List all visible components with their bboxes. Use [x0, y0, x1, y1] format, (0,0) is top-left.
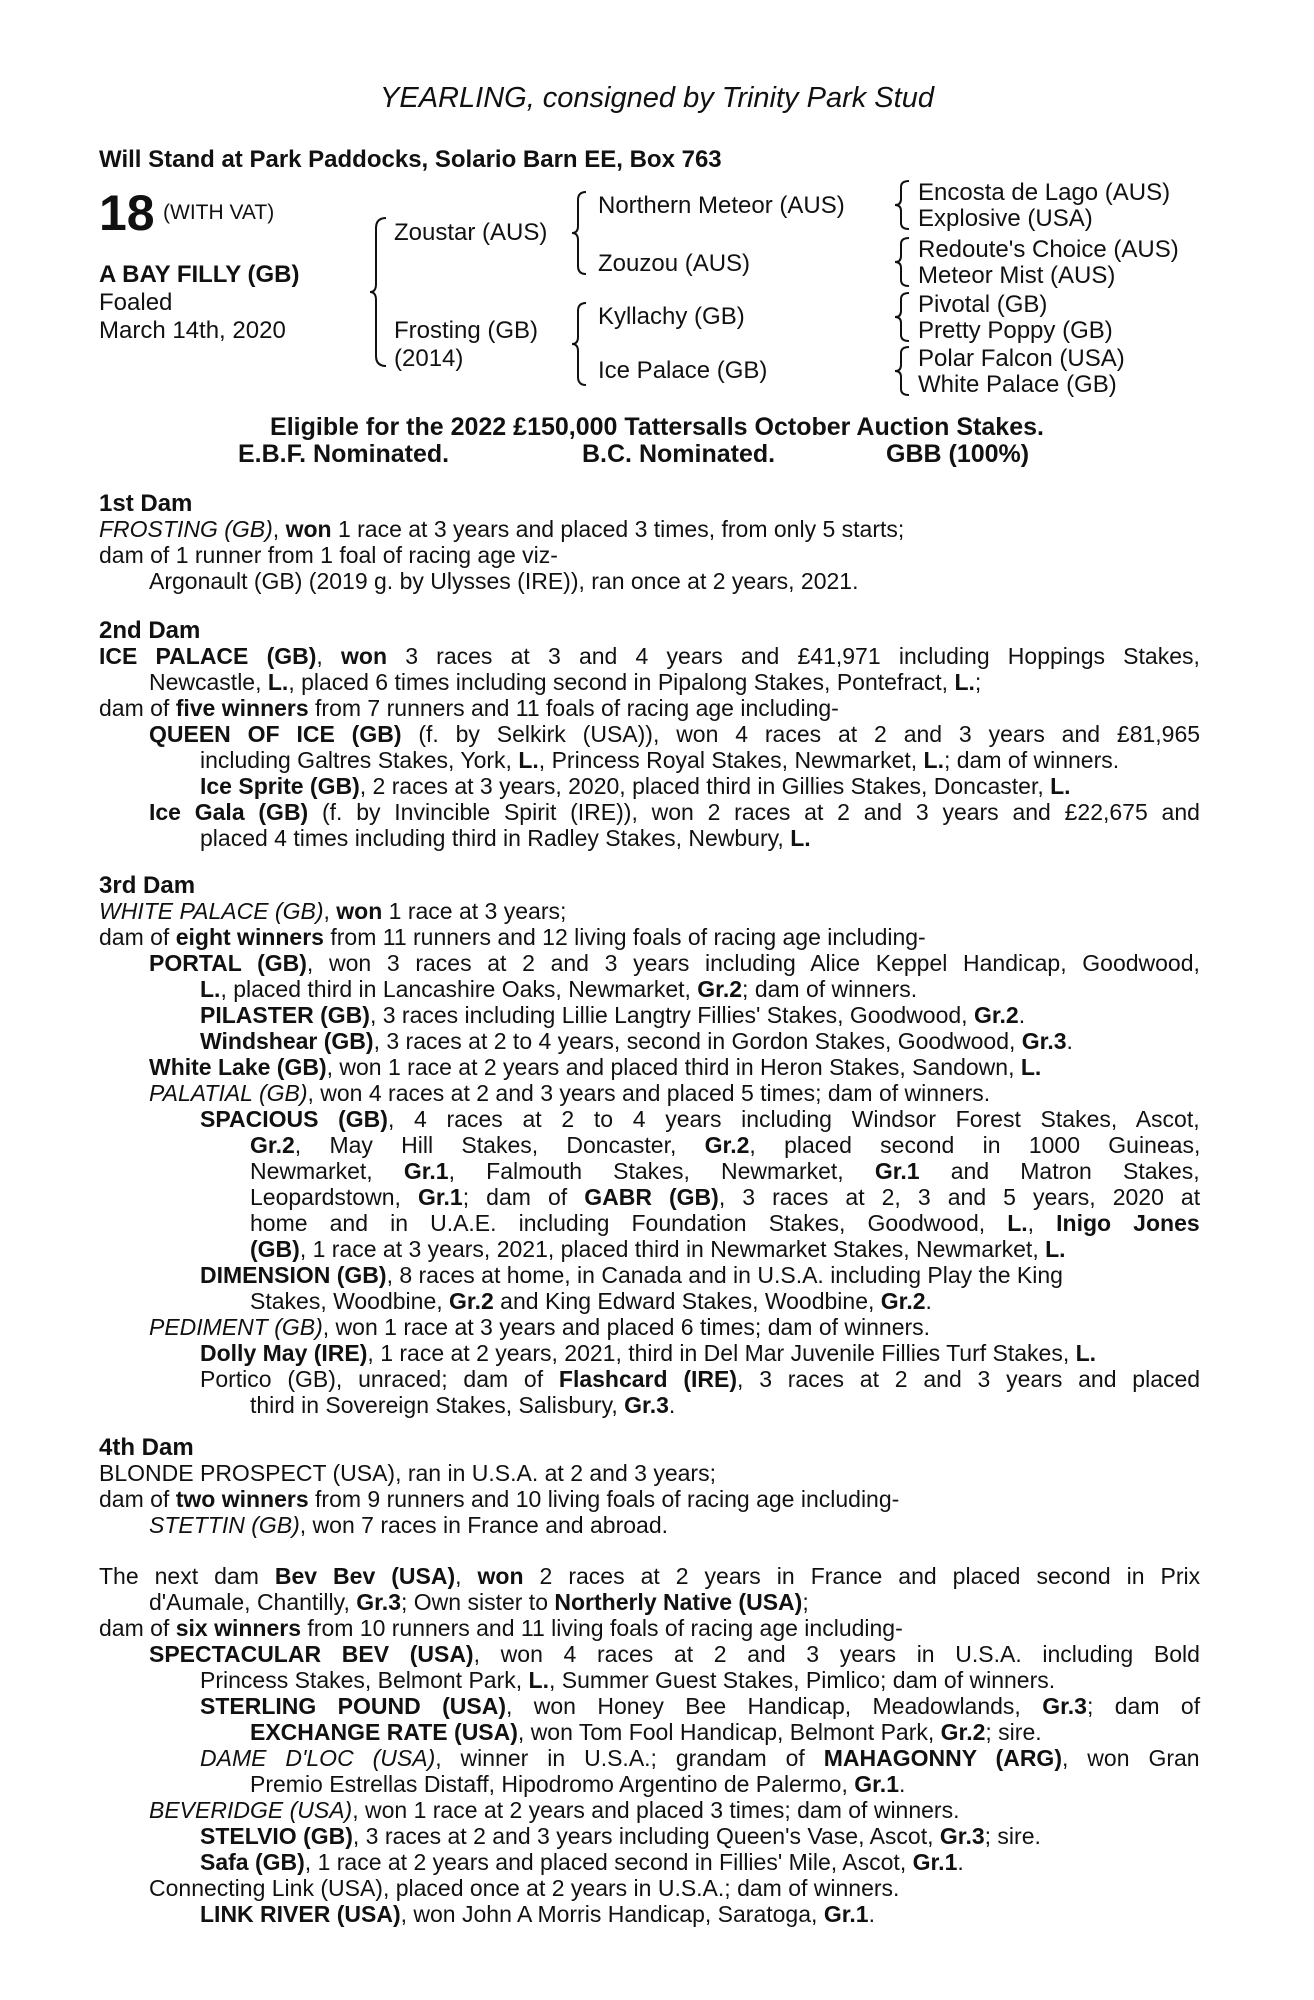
section-heading-2nd-dam: 2nd Dam: [99, 617, 201, 644]
bold-text: Gr.1: [823, 1901, 869, 1927]
text-segment: , May Hill Stakes, Doncaster,: [294, 1132, 705, 1158]
text-segment: 2 races at 2 years in France and placed second in Prix: [523, 1563, 1201, 1589]
text-segment: Portico (GB), unraced; dam of: [200, 1366, 559, 1392]
italic-text: PEDIMENT (GB): [149, 1314, 323, 1340]
pedigree-ddd: White Palace (GB): [918, 371, 1117, 398]
bold-text: Ice Sprite (GB): [200, 773, 360, 799]
record-line: [250, 1288, 932, 1314]
stand-location: Will Stand at Park Paddocks, Solario Barn EE, Box 763: [99, 146, 722, 173]
bold-text: Gr.3: [624, 1392, 669, 1418]
record-line: [149, 950, 1200, 976]
text-segment: from 7 runners and 11 foals of racing age including-: [308, 695, 839, 721]
text-segment: dam of: [99, 924, 176, 950]
bold-text: Windshear (GB): [200, 1028, 374, 1054]
text-segment: , placed second in 1000 Guineas,: [749, 1132, 1201, 1158]
text-segment: dam of: [99, 1615, 176, 1641]
pedigree-bracket-ds: [893, 291, 913, 343]
bold-text: Gr.2: [250, 1132, 295, 1158]
bold-text: DIMENSION (GB): [200, 1262, 387, 1288]
text-segment: and Matron Stakes,: [919, 1158, 1200, 1184]
pedigree-sire-sire: Northern Meteor (AUS): [598, 192, 845, 219]
record-line: [200, 1366, 1200, 1392]
text-segment: , won John A Morris Handicap, Saratoga,: [400, 1901, 824, 1927]
text-segment: 1 race at 3 years and placed 3 times, from only 5 starts;: [331, 516, 905, 542]
text-segment: , won Honey Bee Handicap, Meadowlands,: [506, 1693, 1043, 1719]
record-line: [200, 1002, 1025, 1028]
pedigree-sire-dam: Zouzou (AUS): [598, 250, 751, 277]
bold-text: Gr.1: [854, 1771, 899, 1797]
bold-text: L.: [1045, 1236, 1066, 1262]
bold-text: LINK RIVER (USA): [200, 1901, 401, 1927]
text-segment: .: [957, 1849, 964, 1875]
record-line: [99, 542, 558, 568]
bold-text: Flashcard (IRE): [558, 1366, 738, 1392]
bold-text: L.: [1075, 1340, 1097, 1366]
pedigree-bracket-ss: [893, 179, 913, 231]
vat-note: (WITH VAT): [163, 201, 275, 224]
text-segment: , 4 races at 2 to 4 years including Windsor Forest Stakes, Ascot,: [387, 1106, 1200, 1132]
record-line: [200, 1693, 1200, 1719]
text-segment: , 1 race at 2 years and placed second in Fillies' Mile, Ascot,: [304, 1849, 913, 1875]
pedigree-bracket-sire: [570, 190, 590, 276]
text-segment: (f. by Invincible Spirit (IRE)), won 2 races at 2 and 3 years and £22,675 and: [308, 799, 1200, 825]
record-line: [250, 1719, 1042, 1745]
text-segment: ; dam of: [462, 1184, 585, 1210]
text-segment: Premio Estrellas Distaff, Hipodromo Argentino de Palermo,: [250, 1771, 855, 1797]
record-line: [99, 1615, 903, 1641]
bold-text: Gr.1: [912, 1849, 958, 1875]
text-segment: from 11 runners and 12 living foals of racing age including-: [323, 924, 926, 950]
record-line: [200, 1849, 964, 1875]
record-line: [149, 1054, 1041, 1080]
record-line: [99, 516, 904, 542]
text-segment: , 1 race at 3 years, 2021, placed third in Newmarket Stakes, Newmarket,: [299, 1236, 1046, 1262]
text-segment: , placed 6 times including second in Pipalong Stakes, Pontefract,: [288, 669, 955, 695]
bold-text: Bev Bev (USA): [274, 1563, 456, 1589]
text-segment: ; Own sister to: [401, 1589, 555, 1615]
pedigree-dam-dam: Ice Palace (GB): [598, 357, 768, 384]
record-line: [149, 669, 981, 695]
text-segment: ;: [802, 1589, 809, 1615]
bold-text: Inigo Jones: [1056, 1210, 1200, 1236]
italic-text: STETTIN (GB): [149, 1512, 300, 1538]
text-segment: dam of 1 runner from 1 foal of racing age viz-: [99, 542, 558, 568]
bold-text: L.: [1020, 1054, 1042, 1080]
record-line: [200, 1823, 1041, 1849]
text-segment: .: [899, 1771, 906, 1797]
bold-text: L.: [790, 825, 811, 851]
italic-text: WHITE PALACE (GB): [99, 898, 324, 924]
record-line: [149, 1641, 1200, 1667]
bold-text: won: [336, 898, 383, 924]
text-segment: , Princess Royal Stakes, Newmarket,: [538, 747, 924, 773]
text-segment: BLONDE PROSPECT (USA), ran in U.S.A. at 2 and 3 years;: [99, 1460, 716, 1486]
record-line: [250, 1771, 905, 1797]
text-segment: , 3 races at 2 and 3 years and placed: [737, 1366, 1201, 1392]
bold-text: ICE PALACE (GB): [99, 643, 317, 669]
lot-number: 18: [99, 185, 155, 241]
section-heading-4th-dam: 4th Dam: [99, 1434, 194, 1461]
italic-text: DAME D'LOC (USA): [200, 1745, 436, 1771]
bold-text: L.: [200, 976, 221, 1002]
pedigree-dam: Frosting (GB): [394, 317, 539, 344]
bold-text: Gr.3: [356, 1589, 401, 1615]
bold-text: eight winners: [175, 924, 324, 950]
record-line: [200, 773, 1071, 799]
eligibility-line: Eligible for the 2022 £150,000 Tattersalls October Auction Stakes.: [270, 413, 1044, 441]
bold-text: GABR (GB): [584, 1184, 719, 1210]
text-segment: , won 4 races at 2 and 3 years and placed 5 times; dam of winners.: [307, 1080, 991, 1106]
bold-text: six winners: [175, 1615, 301, 1641]
text-segment: , Summer Guest Stakes, Pimlico; dam of winners.: [548, 1667, 1056, 1693]
bold-text: EXCHANGE RATE (USA): [250, 1719, 518, 1745]
bold-text: won: [285, 516, 332, 542]
text-segment: , 3 races including Lillie Langtry Fillies' Stakes, Goodwood,: [369, 1002, 974, 1028]
bc-nominated: B.C. Nominated.: [582, 440, 776, 468]
text-segment: (f. by Selkirk (USA)), won 4 races at 2 and 3 years and £81,965: [401, 721, 1201, 747]
text-segment: , placed third in Lancashire Oaks, Newmarket,: [220, 976, 698, 1002]
record-line: [200, 747, 1119, 773]
bold-text: Northerly Native (USA): [554, 1589, 803, 1615]
bold-text: Gr.2: [940, 1719, 986, 1745]
bold-text: L.: [1050, 773, 1071, 799]
text-segment: , 3 races at 2 and 3 years including Queen's Vase, Ascot,: [352, 1823, 940, 1849]
bold-text: L.: [1007, 1210, 1028, 1236]
text-segment: .: [925, 1288, 932, 1314]
bold-text: STERLING POUND (USA): [200, 1693, 506, 1719]
bold-text: five winners: [175, 695, 309, 721]
record-line: [149, 1512, 668, 1538]
text-segment: ;: [974, 669, 982, 695]
record-line: [250, 1392, 675, 1418]
pedigree-sire: Zoustar (AUS): [394, 219, 548, 246]
record-line: [99, 1460, 716, 1486]
record-line: [200, 1901, 875, 1927]
text-segment: dam of: [99, 695, 176, 721]
record-line: [149, 721, 1200, 747]
record-line: [149, 1589, 809, 1615]
text-segment: dam of: [99, 1486, 176, 1512]
text-segment: .: [868, 1901, 875, 1927]
text-segment: ,: [323, 898, 337, 924]
text-segment: Connecting Link (USA), placed once at 2 years in U.S.A.; dam of winners.: [149, 1875, 900, 1901]
text-segment: ; dam of winners.: [943, 747, 1120, 773]
pedigree-dam-sire: Kyllachy (GB): [598, 303, 745, 330]
pedigree-bracket-main: [368, 216, 390, 368]
bold-text: Gr.2: [704, 1132, 750, 1158]
pedigree-bracket-dd: [893, 345, 913, 397]
text-segment: , won 1 race at 2 years and placed third in Heron Stakes, Sandown,: [326, 1054, 1021, 1080]
record-line: [99, 1563, 1200, 1589]
text-segment: Newcastle,: [149, 669, 268, 695]
bold-text: SPECTACULAR BEV (USA): [149, 1641, 474, 1667]
text-segment: , won 1 race at 3 years and placed 6 times; dam of winners.: [322, 1314, 931, 1340]
text-segment: .: [1066, 1028, 1073, 1054]
text-segment: , won 4 races at 2 and 3 years in U.S.A. including Bold: [473, 1641, 1200, 1667]
text-segment: ,: [316, 643, 341, 669]
record-line: [250, 1132, 1200, 1158]
foaled-value: March 14th, 2020: [99, 317, 286, 344]
text-segment: from 9 runners and 10 living foals of racing age including-: [308, 1486, 900, 1512]
record-line: [149, 1080, 990, 1106]
text-segment: The next dam: [99, 1563, 275, 1589]
record-line: [149, 1875, 899, 1901]
text-segment: , Falmouth Stakes, Newmarket,: [448, 1158, 875, 1184]
bold-text: Ice Gala (GB): [149, 799, 309, 825]
bold-text: L.: [923, 747, 944, 773]
record-line: [149, 568, 859, 594]
text-segment: 3 races at 3 and 4 years and £41,971 including Hoppings Stakes,: [387, 643, 1200, 669]
bold-text: L.: [528, 1667, 549, 1693]
page-title: YEARLING, consigned by Trinity Park Stud: [380, 82, 934, 114]
text-segment: .: [1018, 1002, 1026, 1028]
text-segment: , won 3 races at 2 and 3 years including Alice Keppel Handicap, Goodwood,: [306, 950, 1200, 976]
text-segment: , won Gran: [1061, 1745, 1200, 1771]
horse-description: A BAY FILLY (GB): [99, 261, 300, 288]
pedigree-dam-year: (2014): [394, 345, 464, 372]
text-segment: and King Edward Stakes, Woodbine,: [493, 1288, 881, 1314]
bold-text: L.: [267, 669, 289, 695]
text-segment: , 3 races at 2 to 4 years, second in Gordon Stakes, Goodwood,: [373, 1028, 1022, 1054]
bold-text: Gr.2: [973, 1002, 1019, 1028]
bold-text: White Lake (GB): [149, 1054, 327, 1080]
italic-text: BEVERIDGE (USA): [149, 1797, 353, 1823]
record-line: [200, 976, 917, 1002]
text-segment: ; sire.: [984, 1823, 1041, 1849]
record-line: [149, 799, 1200, 825]
text-segment: placed 4 times including third in Radley Stakes, Newbury,: [200, 825, 791, 851]
text-segment: including Galtres Stakes, York,: [200, 747, 519, 773]
bold-text: Gr.1: [403, 1158, 449, 1184]
pedigree-dds: Polar Falcon (USA): [918, 345, 1125, 372]
bold-text: Gr.2: [449, 1288, 494, 1314]
bold-text: (GB): [250, 1236, 300, 1262]
text-segment: , 1 race at 2 years, 2021, third in Del Mar Juvenile Fillies Turf Stakes,: [367, 1340, 1076, 1366]
bold-text: STELVIO (GB): [200, 1823, 353, 1849]
bold-text: MAHAGONNY (ARG): [823, 1745, 1062, 1771]
record-line: [99, 924, 926, 950]
text-segment: Argonault (GB) (2019 g. by Ulysses (IRE)), ran once at 2 years, 2021.: [149, 568, 859, 594]
record-line: [250, 1158, 1200, 1184]
bold-text: Gr.3: [1021, 1028, 1067, 1054]
record-line: [149, 1314, 930, 1340]
pedigree-bracket-sd: [893, 236, 913, 288]
italic-text: PALATIAL (GB): [149, 1080, 308, 1106]
record-line: [250, 1184, 1200, 1210]
record-line: [250, 1236, 1066, 1262]
record-line: [99, 1486, 899, 1512]
text-segment: ,: [1027, 1210, 1057, 1236]
record-line: [250, 1210, 1200, 1236]
ebf-nominated: E.B.F. Nominated.: [238, 440, 450, 468]
text-segment: from 10 runners and 11 living foals of racing age including-: [301, 1615, 903, 1641]
record-line: [200, 1028, 1073, 1054]
pedigree-bracket-dam: [570, 301, 590, 387]
bold-text: won: [477, 1563, 524, 1589]
text-segment: , 2 races at 3 years, 2020, placed third in Gillies Stakes, Doncaster,: [359, 773, 1051, 799]
pedigree-ssd: Explosive (USA): [918, 205, 1093, 232]
foaled-label: Foaled: [99, 289, 173, 316]
bold-text: Safa (GB): [200, 1849, 305, 1875]
bold-text: L.: [954, 669, 975, 695]
bold-text: QUEEN OF ICE (GB): [149, 721, 402, 747]
gbb-percentage: GBB (100%): [886, 440, 1030, 468]
pedigree-dsd: Pretty Poppy (GB): [918, 317, 1113, 344]
text-segment: 1 race at 3 years;: [382, 898, 567, 924]
record-line: [200, 1340, 1096, 1366]
bold-text: Dolly May (IRE): [200, 1340, 368, 1366]
text-segment: , won 1 race at 2 years and placed 3 times; dam of winners.: [352, 1797, 960, 1823]
record-line: [200, 1667, 1055, 1693]
bold-text: Gr.2: [880, 1288, 926, 1314]
text-segment: Leopardstown,: [250, 1184, 418, 1210]
bold-text: Gr.3: [1042, 1693, 1087, 1719]
foaled-date: [99, 289, 286, 345]
bold-text: Gr.1: [874, 1158, 920, 1184]
bold-text: Gr.2: [697, 976, 743, 1002]
text-segment: ; dam of winners.: [742, 976, 918, 1002]
record-line: [200, 825, 811, 851]
record-line: [99, 695, 839, 721]
bold-text: Gr.3: [939, 1823, 985, 1849]
pedigree-sdd: Meteor Mist (AUS): [918, 262, 1116, 289]
bold-text: two winners: [175, 1486, 309, 1512]
text-segment: .: [668, 1392, 676, 1418]
pedigree-dss: Pivotal (GB): [918, 291, 1048, 318]
text-segment: Stakes, Woodbine,: [250, 1288, 450, 1314]
bold-text: PORTAL (GB): [149, 950, 307, 976]
bold-text: won: [341, 643, 387, 669]
text-segment: , 8 races at home, in Canada and in U.S.A. including Play the King: [386, 1262, 1063, 1288]
italic-text: FROSTING (GB): [99, 516, 273, 542]
pedigree-sds: Redoute's Choice (AUS): [918, 236, 1179, 263]
text-segment: third in Sovereign Stakes, Salisbury,: [250, 1392, 625, 1418]
section-heading-1st-dam: 1st Dam: [99, 490, 193, 517]
text-segment: , 3 races at 2, 3 and 5 years, 2020 at: [718, 1184, 1201, 1210]
text-segment: , won Tom Fool Handicap, Belmont Park,: [517, 1719, 941, 1745]
record-line: [200, 1106, 1200, 1132]
text-segment: Newmarket,: [250, 1158, 404, 1184]
text-segment: , winner in U.S.A.; grandam of: [435, 1745, 824, 1771]
text-segment: home and in U.A.E. including Foundation Stakes, Goodwood,: [250, 1210, 1008, 1236]
pedigree-sss: Encosta de Lago (AUS): [918, 179, 1171, 206]
bold-text: PILASTER (GB): [200, 1002, 370, 1028]
text-segment: ; sire.: [985, 1719, 1042, 1745]
section-heading-3rd-dam: 3rd Dam: [99, 872, 196, 899]
text-segment: d'Aumale, Chantilly,: [149, 1589, 357, 1615]
record-line: [99, 643, 1200, 669]
text-segment: ,: [272, 516, 286, 542]
text-segment: ,: [455, 1563, 478, 1589]
text-segment: ; dam of: [1086, 1693, 1201, 1719]
record-line: [99, 898, 566, 924]
text-segment: Princess Stakes, Belmont Park,: [200, 1667, 529, 1693]
record-line: [149, 1797, 959, 1823]
bold-text: SPACIOUS (GB): [200, 1106, 388, 1132]
record-line: [200, 1745, 1200, 1771]
record-line: [200, 1262, 1063, 1288]
bold-text: L.: [518, 747, 539, 773]
bold-text: Gr.1: [417, 1184, 463, 1210]
text-segment: , won 7 races in France and abroad.: [299, 1512, 668, 1538]
